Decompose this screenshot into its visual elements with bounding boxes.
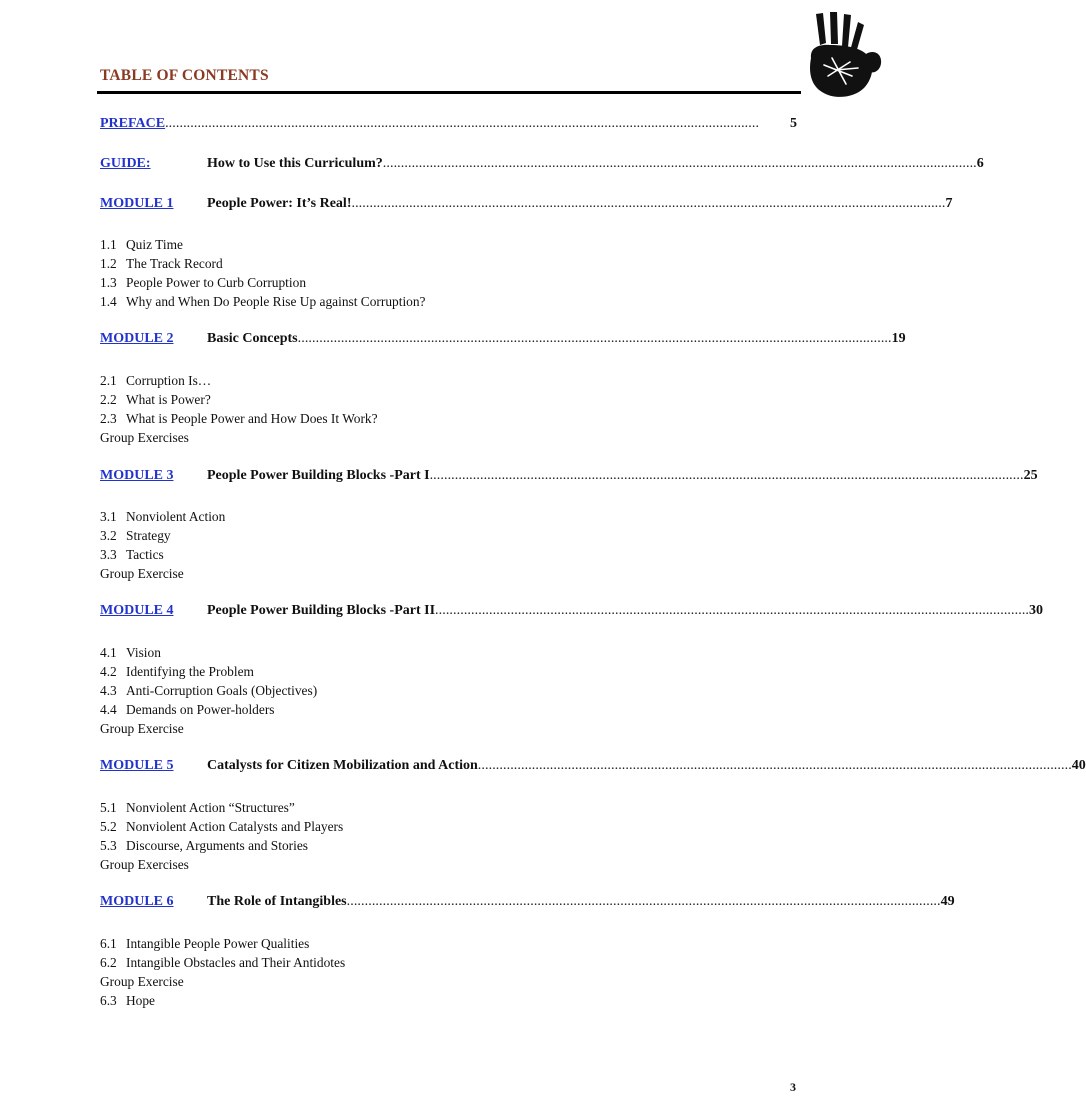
dot-leader: ..................................................................................................................................................................... — [165, 116, 760, 131]
entry-title: How to Use this Curriculum? — [207, 156, 383, 171]
toc-entry-preface — [100, 116, 797, 136]
section-item: 1.3 People Power to Curb Corruption — [100, 275, 307, 290]
page-number: 30 — [1029, 603, 1044, 618]
module-5-link[interactable]: MODULE 5 — [100, 758, 174, 773]
section-item: 6.2 Intangible Obstacles and Their Antidotes — [100, 955, 346, 970]
module-6-link[interactable]: MODULE 6 — [100, 894, 174, 909]
entry-title: The Role of Intangibles — [207, 894, 347, 909]
entry-title: Catalysts for Citizen Mobilization and Action — [207, 758, 478, 773]
section-item: Group Exercise — [100, 974, 184, 989]
module-2-sections — [100, 371, 378, 447]
section-item: 4.3 Anti-Corruption Goals (Objectives) — [100, 683, 318, 698]
entry-title: Basic Concepts — [207, 331, 298, 346]
module-4-sections — [100, 643, 317, 738]
toc-entry-module-2 — [100, 331, 906, 351]
section-item: 1.2 The Track Record — [100, 256, 223, 271]
section-item: Group Exercise — [100, 721, 184, 736]
module-1-sections — [100, 235, 426, 311]
dot-leader: ..................................................................................................................................................................... — [435, 603, 1030, 618]
dot-leader: ..................................................................................................................................................................... — [429, 468, 1024, 483]
section-item: 3.2 Strategy — [100, 528, 171, 543]
toc-entry-module-3 — [100, 468, 1038, 488]
dot-leader: ..................................................................................................................................................................... — [382, 156, 977, 171]
page-number: 6 — [976, 156, 984, 171]
section-item: 1.1 Quiz Time — [100, 237, 183, 252]
toc-entry-module-5 — [100, 758, 1086, 778]
preface-link[interactable]: PREFACE — [100, 116, 166, 131]
section-item: 5.2 Nonviolent Action Catalysts and Players — [100, 819, 344, 834]
section-item: 3.1 Nonviolent Action — [100, 509, 226, 524]
module-3-link[interactable]: MODULE 3 — [100, 468, 174, 483]
dot-leader: ..................................................................................................................................................................... — [351, 196, 946, 211]
entry-title: People Power Building Blocks -Part I — [207, 468, 430, 483]
page-number: 7 — [945, 196, 953, 211]
section-item: 2.3 What is People Power and How Does It Work? — [100, 411, 378, 426]
section-item: 2.2 What is Power? — [100, 392, 211, 407]
section-item: 1.4 Why and When Do People Rise Up against Corruption? — [100, 294, 426, 309]
toc-title: TABLE OF CONTENTS — [100, 67, 269, 84]
section-item: 2.1 Corruption Is… — [100, 373, 212, 388]
dot-leader: ..................................................................................................................................................................... — [346, 894, 941, 909]
section-item: Group Exercises — [100, 430, 189, 445]
handprint-logo-icon — [806, 10, 882, 102]
module-5-sections — [100, 798, 343, 874]
toc-entry-module-1 — [100, 196, 953, 216]
dot-leader: ..................................................................................................................................................................... — [297, 331, 892, 346]
section-item: Group Exercises — [100, 857, 189, 872]
section-item: 3.3 Tactics — [100, 547, 164, 562]
entry-title: People Power: It’s Real! — [207, 196, 352, 211]
section-item: 5.3 Discourse, Arguments and Stories — [100, 838, 308, 853]
page-number: 49 — [940, 894, 955, 909]
section-item: 4.4 Demands on Power-holders — [100, 702, 275, 717]
section-item: 6.1 Intangible People Power Qualities — [100, 936, 310, 951]
entry-title: People Power Building Blocks -Part II — [207, 603, 436, 618]
module-4-link[interactable]: MODULE 4 — [100, 603, 174, 618]
toc-entry-module-4 — [100, 603, 1044, 623]
toc-entry-module-6 — [100, 894, 955, 914]
section-item: 6.3 Hope — [100, 993, 156, 1008]
module-2-link[interactable]: MODULE 2 — [100, 331, 174, 346]
page-number: 19 — [891, 331, 906, 346]
title-divider — [97, 91, 801, 94]
module-6-sections — [100, 934, 345, 1010]
dot-leader: ..................................................................................................................................................................... — [477, 758, 1072, 773]
toc-entry-guide — [100, 156, 984, 176]
section-item: 4.1 Vision — [100, 645, 161, 660]
module-1-link[interactable]: MODULE 1 — [100, 196, 174, 211]
footer-page-number: 3 — [790, 1080, 796, 1094]
page-number: 25 — [1023, 468, 1038, 483]
section-item: Group Exercise — [100, 566, 184, 581]
page-number: 40 — [1071, 758, 1086, 773]
module-3-sections — [100, 507, 225, 583]
guide-link[interactable]: GUIDE: — [100, 156, 151, 171]
section-item: 5.1 Nonviolent Action “Structures” — [100, 800, 295, 815]
page-number: 5 — [790, 116, 797, 131]
section-item: 4.2 Identifying the Problem — [100, 664, 254, 679]
